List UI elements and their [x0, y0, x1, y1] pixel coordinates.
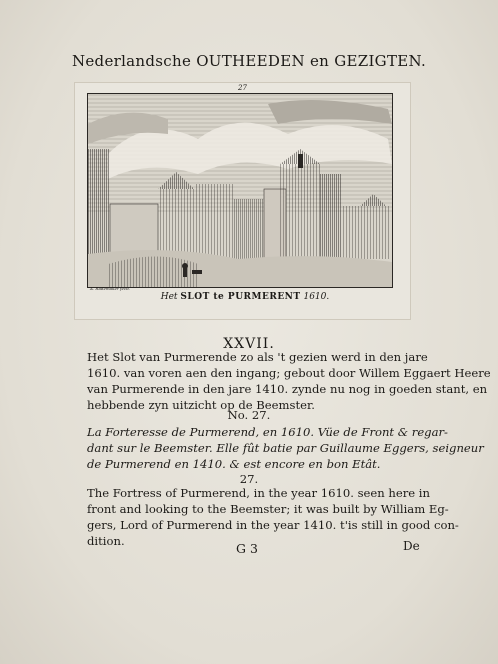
french-line: La Forteresse de Purmerend, en 1610. Vüe de Front & regar- [87, 425, 448, 439]
castle-engraving [87, 93, 393, 288]
section-numeral: XXVII. [223, 336, 275, 352]
english-line: front and looking to the Beemster; it was built by William Eg- [87, 502, 449, 516]
dutch-line: van Purmerende in den jare 1410. zynde nu nog in goeden stant, en [87, 382, 488, 396]
artist-signature: A. Rademaker fecit. [90, 286, 131, 291]
running-header: Nederlandsche OUTHEEDEN en GEZIGTEN. [71, 52, 427, 70]
dutch-line: Het Slot van Purmerende zo als 't gezien werd in den jare [87, 350, 428, 364]
signature-mark: G 3 [236, 541, 258, 556]
caption-year: 1610. [303, 292, 330, 302]
caption-prefix: Het [160, 292, 178, 302]
french-heading: No. 27. [227, 408, 271, 422]
plate-caption [80, 292, 410, 302]
french-line: dant sur le Beemster. Elle fût batie par Guillaume Eggers, seigneur [87, 441, 484, 455]
english-line: gers, Lord of Purmerend in the year 1410. t'is still in good con- [87, 518, 459, 532]
dutch-line: 1610. van voren aen den ingang; gebout door Willem Eggaert Heere [87, 366, 491, 380]
english-paragraph [87, 485, 459, 549]
plate-number: 27 [238, 84, 247, 92]
dutch-line: hebbende zyn uitzicht op de Beemster. [87, 398, 315, 412]
english-line: The Fortress of Purmerend, in the year 1610. seen here in [87, 486, 430, 500]
caption-main: SLOT te PURMERENT [180, 292, 301, 302]
english-heading: 27. [239, 472, 259, 486]
french-paragraph [87, 424, 484, 472]
catchword: De [403, 539, 420, 553]
french-line: de Purmerend en 1410. & est encore en bon Etât. [87, 457, 381, 471]
dutch-paragraph [87, 349, 491, 413]
english-line: dition. [87, 534, 125, 548]
